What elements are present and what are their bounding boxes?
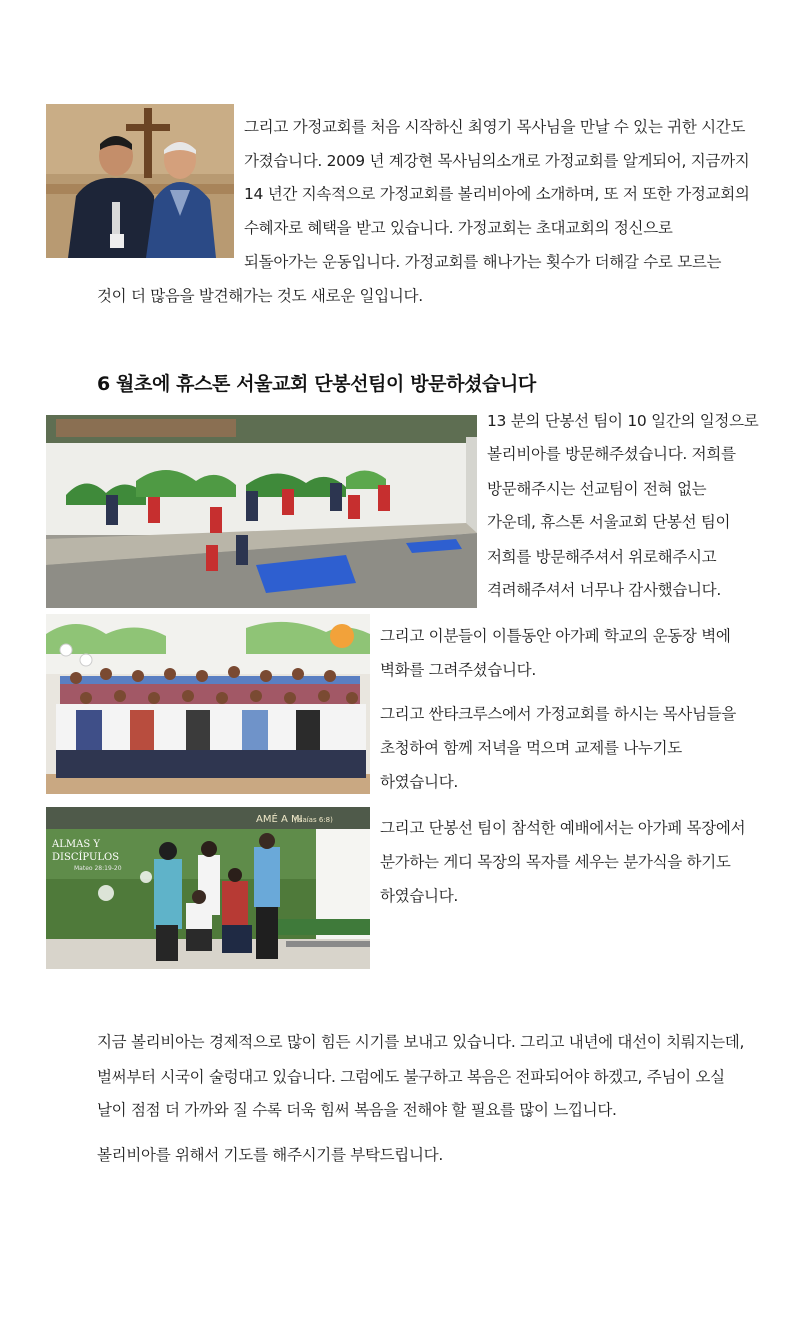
closing-prayer-request: 볼리비아를 위해서 기도를 해주시기를 부탁드립니다. <box>97 1146 443 1164</box>
photo-mural-painting <box>46 415 477 608</box>
closing-line-2: 벌써부터 시국이 술렁대고 있습니다. 그럼에도 불구하고 복음은 전파되어야 하겠고, 주님이 오실 <box>97 1068 725 1086</box>
banner-line2: DISCÍPULOS <box>52 852 120 863</box>
para3-line-2: 초청하여 함께 저녁을 먹으며 교제를 나누기도 <box>380 739 682 757</box>
para2-line-1: 그리고 이분들이 이틀동안 아가페 학교의 운동장 벽에 <box>380 627 731 645</box>
para1-line-6: 격려해주셔서 너무나 감사했습니다. <box>487 581 721 599</box>
para1-line-4: 가운데, 휴스톤 서울교회 단봉선 팀이 <box>487 513 731 531</box>
banner-line1: ALMAS Y <box>52 839 100 850</box>
banner-top-text: AMÉ A MI <box>256 814 303 825</box>
intro-line-4: 수혜자로 혜택을 받고 있습니다. 가정교회는 초대교회의 정신으로 <box>244 219 673 237</box>
para1-line-1: 13 분의 단봉선 팀이 10 일간의 일정으로 <box>487 412 759 430</box>
para4-line-2: 분가하는 게디 목장의 목자를 세우는 분가식을 하기도 <box>380 853 731 871</box>
intro-line-1: 그리고 가정교회를 처음 시작하신 최영기 목사님을 만날 수 있는 귀한 시간도 <box>244 118 746 136</box>
intro-line-6: 것이 더 많음을 발견해가는 것도 새로운 일입니다. <box>97 287 423 305</box>
para1-line-5: 저희를 방문해주셔서 위로해주시고 <box>487 548 717 566</box>
section-heading: 6 월초에 휴스톤 서울교회 단봉선팀이 방문하셨습니다 <box>97 373 536 395</box>
para1-line-2: 볼리비아를 방문해주셨습니다. 저희를 <box>487 445 736 463</box>
photo-commissioning <box>46 807 370 969</box>
photo-two-pastors <box>46 104 234 258</box>
para2-line-2: 벽화를 그려주셨습니다. <box>380 661 536 679</box>
intro-line-3: 14 년간 지속적으로 가정교회를 볼리비아에 소개하며, 또 저 또한 가정교회의 <box>244 185 750 203</box>
para1-line-3: 방문해주시는 선교팀이 전혀 없는 <box>487 480 707 498</box>
banner-ref: Mateo 28:19-20 <box>74 865 122 872</box>
closing-line-1: 지금 볼리비아는 경제적으로 많이 힘든 시기를 보내고 있습니다. 그리고 내년에 대선이 치뤄지는데, <box>97 1033 745 1051</box>
para3-line-3: 하였습니다. <box>380 773 458 791</box>
intro-line-5: 되돌아가는 운동입니다. 가정교회를 해나가는 횟수가 더해갈 수로 모르는 <box>244 253 722 271</box>
para4-line-1: 그리고 단봉선 팀이 참석한 예배에서는 아가페 목장에서 <box>380 819 746 837</box>
banner-top-ref: (Isaías 6:8) <box>294 816 333 824</box>
photo-group <box>46 614 370 794</box>
para4-line-3: 하였습니다. <box>380 887 458 905</box>
para3-line-1: 그리고 싼타크루스에서 가정교회를 하시는 목사님들을 <box>380 705 736 723</box>
closing-line-3: 날이 점점 더 가까와 질 수록 더욱 힘써 복음을 전해야 할 필요를 많이 느낍니다. <box>97 1101 617 1119</box>
intro-line-2: 가졌습니다. 2009 년 계강현 목사님의소개로 가정교회를 알게되어, 지금까지 <box>244 152 750 170</box>
